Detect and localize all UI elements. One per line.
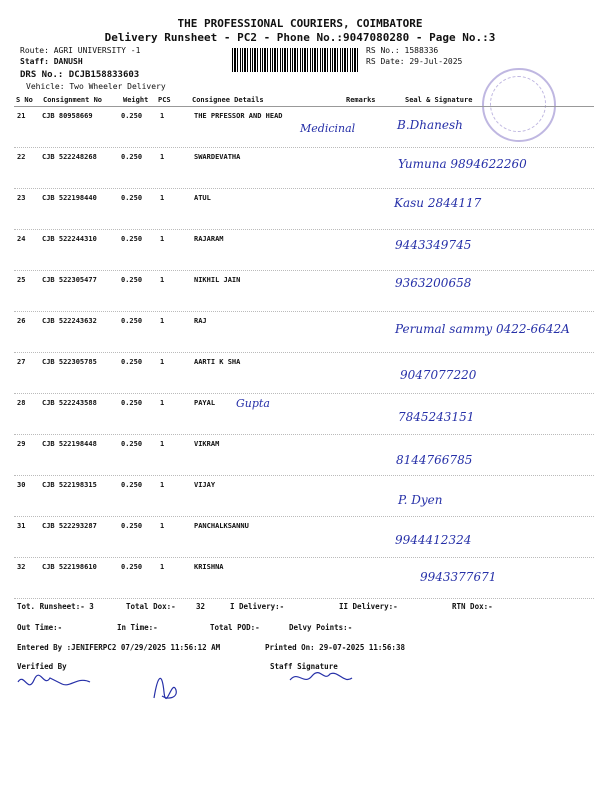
ii-delivery: II Delivery:- xyxy=(339,602,398,611)
initials-signature-scribble xyxy=(148,668,184,704)
row-signature: 9443349745 xyxy=(395,238,472,252)
row-sno: 28 xyxy=(17,399,26,407)
row-consignee-name: SWARDEVATHA xyxy=(194,153,241,161)
row-sno: 22 xyxy=(17,153,26,161)
row-signature: Kasu 2844117 xyxy=(394,196,482,210)
row-pcs: 1 xyxy=(160,235,165,243)
row-consignee-name: PANCHALKSANNU xyxy=(194,522,249,530)
row-signature: 9363200658 xyxy=(395,276,472,290)
vehicle-label: Vehicle: Two Wheeler Delivery xyxy=(26,82,166,91)
row-divider xyxy=(14,147,594,148)
row-sno: 26 xyxy=(17,317,26,325)
header-divider xyxy=(14,106,594,107)
col-consignee: Consignee Details xyxy=(192,96,264,104)
row-consignee-name: AARTI K SHA xyxy=(194,358,241,366)
row-consignment-no: CJB 522305785 xyxy=(42,358,97,366)
row-consignee-name: RAJARAM xyxy=(194,235,224,243)
row-weight: 0.250 xyxy=(121,317,143,325)
row-consignment-no: CJB 522248268 xyxy=(42,153,97,161)
row-consignment-no: CJB 80958669 xyxy=(42,112,93,120)
row-consignee-note: Gupta xyxy=(236,397,270,410)
row-divider xyxy=(14,352,594,353)
rtn-dox: RTN Dox:- xyxy=(452,602,493,611)
rs-number: RS No.: 1588336 xyxy=(366,46,439,55)
row-sno: 29 xyxy=(17,440,26,448)
row-signature: 9943377671 xyxy=(420,570,497,584)
i-delivery: I Delivery:- xyxy=(230,602,285,611)
row-divider xyxy=(14,393,594,394)
staff-signature-label: Staff Signature xyxy=(270,662,338,671)
col-pcs: PCS xyxy=(158,96,171,104)
row-consignee-name: RAJ xyxy=(194,317,207,325)
delvy-points: Delvy Points:- xyxy=(289,623,353,632)
row-pcs: 1 xyxy=(160,317,165,325)
row-weight: 0.250 xyxy=(121,358,143,366)
row-signature: Yumuna 9894622260 xyxy=(398,157,527,171)
row-weight: 0.250 xyxy=(121,399,143,407)
row-consignment-no: CJB 522244310 xyxy=(42,235,97,243)
row-signature: 9944412324 xyxy=(395,533,472,547)
total-dox-label: Total Dox:- xyxy=(126,602,176,611)
row-divider xyxy=(14,475,594,476)
route-label: Route: AGRI UNIVERSITY -1 xyxy=(20,46,141,55)
row-pcs: 1 xyxy=(160,563,165,571)
row-pcs: 1 xyxy=(160,440,165,448)
row-sno: 30 xyxy=(17,481,26,489)
tot-runsheet: Tot. Runsheet:- 3 xyxy=(17,602,94,611)
row-pcs: 1 xyxy=(160,153,165,161)
row-sno: 25 xyxy=(17,276,26,284)
staff-label: Staff: xyxy=(20,57,49,66)
row-weight: 0.250 xyxy=(121,522,143,530)
row-signature: P. Dyen xyxy=(398,493,443,507)
row-consignment-no: CJB 522293287 xyxy=(42,522,97,530)
drs-label: DRS No.: xyxy=(20,70,64,80)
row-weight: 0.250 xyxy=(121,194,143,202)
col-seal-signature: Seal & Signature xyxy=(405,96,473,104)
verified-signature-scribble xyxy=(14,668,94,696)
row-consignee-name: THE PRFESSOR AND HEAD xyxy=(194,112,283,120)
row-pcs: 1 xyxy=(160,481,165,489)
row-consignee-name: KRISHNA xyxy=(194,563,224,571)
row-divider xyxy=(14,188,594,189)
seal-stamp-inner xyxy=(490,76,546,132)
col-sno: S No xyxy=(16,96,33,104)
staff-line xyxy=(20,57,83,66)
row-pcs: 1 xyxy=(160,112,165,120)
row-divider xyxy=(14,516,594,517)
row-consignment-no: CJB 522243632 xyxy=(42,317,97,325)
runsheet-subtitle: Delivery Runsheet - PC2 - Phone No.:9047080280 - Page No.:3 xyxy=(104,31,496,44)
row-pcs: 1 xyxy=(160,358,165,366)
row-signature: 9047077220 xyxy=(400,368,477,382)
verified-by-label: Verified By xyxy=(17,662,67,671)
row-weight: 0.250 xyxy=(121,440,143,448)
in-time: In Time:- xyxy=(117,623,158,632)
printed-on: Printed On: 29-07-2025 11:56:38 xyxy=(265,643,405,652)
col-consignment: Consignment No xyxy=(43,96,103,104)
row-sno: 23 xyxy=(17,194,26,202)
row-sno: 31 xyxy=(17,522,26,530)
col-remarks: Remarks xyxy=(346,96,376,104)
row-consignment-no: CJB 522198610 xyxy=(42,563,97,571)
rs-date: RS Date: 29-Jul-2025 xyxy=(366,57,463,66)
row-signature: Perumal sammy 0422-6642A xyxy=(395,322,570,336)
row-consignment-no: CJB 522305477 xyxy=(42,276,97,284)
row-pcs: 1 xyxy=(160,194,165,202)
row-divider xyxy=(14,557,594,558)
row-weight: 0.250 xyxy=(121,153,143,161)
row-weight: 0.250 xyxy=(121,112,143,120)
row-consignment-no: CJB 522198440 xyxy=(42,194,97,202)
entered-by: Entered By :JENIFERPC2 07/29/2025 11:56:12 AM xyxy=(17,643,221,652)
barcode-image xyxy=(232,48,360,72)
row-consignee-name: NIKHIL JAIN xyxy=(194,276,241,284)
row-pcs: 1 xyxy=(160,399,165,407)
row-consignment-no: CJB 522198315 xyxy=(42,481,97,489)
row-sno: 27 xyxy=(17,358,26,366)
total-dox-value: 32 xyxy=(196,602,206,611)
row-divider xyxy=(14,434,594,435)
row-consignee-name: VIJAY xyxy=(194,481,216,489)
row-consignee-name: PAYAL xyxy=(194,399,216,407)
row-weight: 0.250 xyxy=(121,481,143,489)
row-divider xyxy=(14,229,594,230)
row-divider xyxy=(14,311,594,312)
row-divider xyxy=(14,598,594,599)
staff-value: DANUSH xyxy=(53,57,83,66)
row-sno: 24 xyxy=(17,235,26,243)
row-signature: B.Dhanesh xyxy=(397,118,463,132)
row-pcs: 1 xyxy=(160,276,165,284)
row-pcs: 1 xyxy=(160,522,165,530)
drs-value: DCJB158833603 xyxy=(68,70,140,80)
row-consignee-note: Medicinal xyxy=(300,122,356,135)
row-consignment-no: CJB 522198448 xyxy=(42,440,97,448)
drs-line xyxy=(20,70,139,80)
row-weight: 0.250 xyxy=(121,276,143,284)
company-title: THE PROFESSIONAL COURIERS, COIMBATORE xyxy=(177,17,423,30)
row-consignee-name: ATUL xyxy=(194,194,211,202)
row-sno: 21 xyxy=(17,112,26,120)
row-sno: 32 xyxy=(17,563,26,571)
out-time: Out Time:- xyxy=(17,623,63,632)
total-pod: Total POD:- xyxy=(210,623,260,632)
col-weight: Weight xyxy=(123,96,149,104)
row-consignee-name: VIKRAM xyxy=(194,440,220,448)
row-signature: 7845243151 xyxy=(398,410,475,424)
row-weight: 0.250 xyxy=(121,563,143,571)
row-signature: 8144766785 xyxy=(396,453,473,467)
row-divider xyxy=(14,270,594,271)
row-consignment-no: CJB 522243588 xyxy=(42,399,97,407)
staff-signature-scribble xyxy=(286,664,356,690)
row-weight: 0.250 xyxy=(121,235,143,243)
